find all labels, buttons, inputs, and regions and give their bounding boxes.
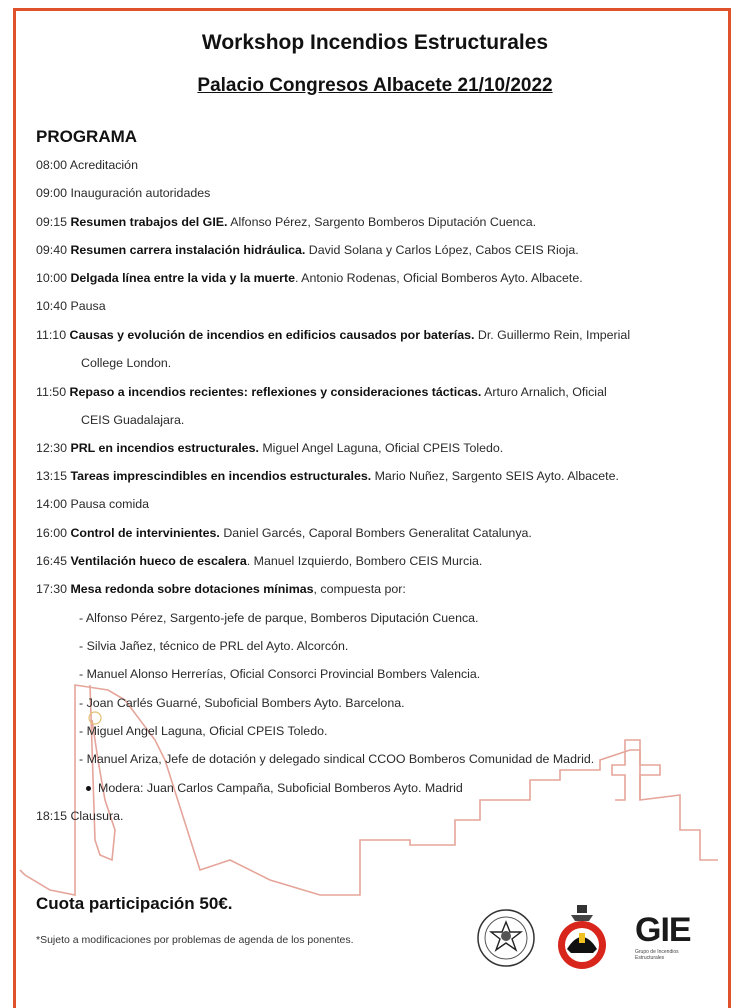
gie-logo-caption-1: Grupo de Incendios (635, 949, 679, 955)
panel-member: - Alfonso Pérez, Sargento-jefe de parque, Bomberos Diputación Cuenca. (79, 611, 479, 625)
participation-fee: Cuota participación 50€. (36, 894, 233, 913)
gie-logo-caption-2: Estructurales (635, 955, 665, 961)
firefighter-seal-icon (476, 908, 536, 968)
program-item: 14:00 Pausa comida (36, 497, 149, 511)
program-item: 10:40 Pausa (36, 299, 106, 313)
event-venue-date: Palacio Congresos Albacete 21/10/2022 (197, 75, 553, 96)
program-item: 08:00 Acreditación (36, 158, 138, 172)
program-item: 13:15 Tareas imprescindibles en incendios estructurales. Mario Nuñez, Sargento SEIS Ayto. Albacete. (36, 469, 619, 483)
program-item: 10:00 Delgada línea entre la vida y la muerte. Antonio Rodenas, Oficial Bomberos Ayto. Albacete. (36, 271, 583, 285)
panel-member: - Manuel Alonso Herrerías, Oficial Consorci Provincial Bombers Valencia. (79, 667, 481, 681)
program-item-continuation: College London. (81, 356, 172, 370)
program-item: 11:50 Repaso a incendios recientes: reflexiones y consideraciones tácticas. Arturo Arnalich, Oficial (36, 385, 607, 399)
firefighter-helmet-emblem-icon (553, 903, 611, 971)
gie-logo-text: GIE (635, 911, 691, 949)
program-item-closing: 18:15 Clausura. (36, 809, 124, 823)
program-item-continuation: CEIS Guadalajara. (81, 413, 185, 427)
program-item: 09:00 Inauguración autoridades (36, 186, 211, 200)
program-item: 17:30 Mesa redonda sobre dotaciones mínimas, compuesta por: (36, 582, 406, 596)
panel-moderator: Modera: Juan Carlos Campaña, Suboficial Bomberos Ayto. Madrid (86, 781, 463, 795)
panel-member: - Miguel Angel Laguna, Oficial CPEIS Toledo. (79, 724, 328, 738)
program-item: 16:45 Ventilación hueco de escalera. Manuel Izquierdo, Bombero CEIS Murcia. (36, 554, 483, 568)
program-item: 09:15 Resumen trabajos del GIE. Alfonso Pérez, Sargento Bomberos Diputación Cuenca. (36, 215, 537, 229)
program-heading: PROGRAMA (36, 127, 138, 146)
program-item: 11:10 Causas y evolución de incendios en edificios causados por baterías. Dr. Guillermo Rein, Imperial (36, 328, 631, 342)
disclaimer-note: *Sujeto a modificaciones por problemas de agenda de los ponentes. (36, 934, 354, 946)
program-item: 12:30 PRL en incendios estructurales. Miguel Angel Laguna, Oficial CPEIS Toledo. (36, 441, 504, 455)
bullet-icon (86, 786, 91, 791)
panel-member: - Manuel Ariza, Jefe de dotación y delegado sindical CCOO Bomberos Comunidad de Madrid. (79, 752, 595, 766)
panel-member: - Silvia Jañez, técnico de PRL del Ayto. Alcorcón. (79, 639, 349, 653)
panel-member: - Joan Carlés Guarné, Suboficial Bombers Ayto. Barcelona. (79, 696, 405, 710)
program-item: 16:00 Control de intervinientes. Daniel Garcés, Caporal Bombers Generalitat Catalunya. (36, 526, 532, 540)
program-item: 09:40 Resumen carrera instalación hidráulica. David Solana y Carlos López, Cabos CEIS Rioja. (36, 243, 579, 257)
gie-logo (631, 911, 711, 961)
page-title: Workshop Incendios Estructurales (201, 31, 549, 54)
